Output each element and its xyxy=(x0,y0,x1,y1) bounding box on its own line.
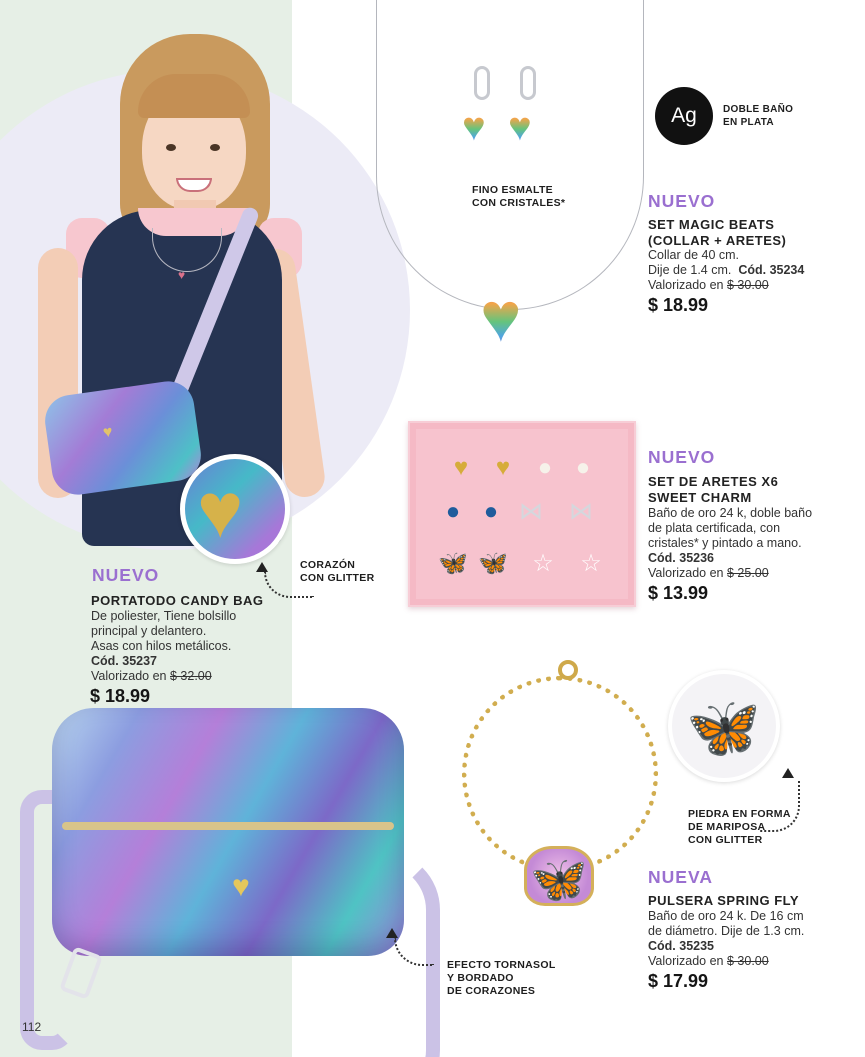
enamel-callout: FINO ESMALTE CON CRISTALES* xyxy=(472,184,566,209)
magic-beats-code: Cód. 35234 xyxy=(738,263,805,277)
sweet-charm-code: Cód. 35236 xyxy=(648,551,715,565)
star-stud-icon: ☆ xyxy=(580,550,602,577)
bag-body-iridescent xyxy=(52,708,404,956)
spring-fly-old-price: $ 30.00 xyxy=(727,954,769,968)
girl-eye-right xyxy=(210,144,220,151)
necklace-chain xyxy=(376,0,644,310)
arrow-head-icon xyxy=(782,768,794,778)
girl-eye-left xyxy=(166,144,176,151)
blue-crystal-stud-icon: ● xyxy=(445,498,461,525)
candy-bag-new-badge: NUEVO xyxy=(92,565,160,585)
bracelet-clasp xyxy=(558,660,578,680)
gold-butterfly-stud-icon: 🦋 xyxy=(478,550,508,577)
candy-bag-old-price: $ 32.00 xyxy=(170,669,212,683)
gold-heart-stud-icon: ♥ xyxy=(495,454,511,481)
worn-candy-bag xyxy=(42,378,204,498)
sweet-charm-old-price: $ 25.00 xyxy=(727,566,769,580)
earring-hoop xyxy=(520,66,536,100)
girl-bangs xyxy=(138,74,250,118)
silver-bow-stud-icon: ⋈ xyxy=(569,498,593,525)
silver-bow-stud-icon: ⋈ xyxy=(519,498,543,525)
spring-fly-title: PULSERA SPRING FLY xyxy=(648,893,800,908)
candy-bag-code: Cód. 35237 xyxy=(91,654,158,668)
candy-bag-price: $ 18.99 xyxy=(90,686,151,706)
butterfly-charm-icon: 🦋 xyxy=(524,846,594,906)
heart-earring-left xyxy=(462,66,504,152)
candy-bag-description: De poliester, Tiene bolsillo principal y delantero. Asas con hilos metálicos. Cód. 35237 Valorizado en $ 32.00 xyxy=(91,609,237,683)
magic-beats-description: Collar de 40 cm. Dije de 1.4 cm. Cód. 35234 Valorizado en $ 30.00 xyxy=(648,248,805,292)
sweet-charm-description: Baño de oro 24 k, doble baño de plata certificada, con cristales* y pintado a mano. Cód. 35236 Valorizado en $ 25.00 xyxy=(648,506,813,580)
star-stud-icon: ☆ xyxy=(532,550,554,577)
butterfly-icon: 🦋 xyxy=(686,694,761,761)
arrow-head-icon xyxy=(386,928,398,938)
sweet-charm-price: $ 13.99 xyxy=(648,583,709,603)
spring-fly-price: $ 17.99 xyxy=(648,971,709,991)
heart-earring-right xyxy=(508,66,550,152)
candy-bag-title: PORTATODO CANDY BAG xyxy=(91,593,264,608)
sweet-charm-title: SET DE ARETES X6 SWEET CHARM xyxy=(648,474,779,505)
iridescent-callout: EFECTO TORNASOL Y BORDADO DE CORAZONES xyxy=(447,959,556,997)
magic-beats-title: SET MAGIC BEATS (COLLAR + ARETES) xyxy=(648,217,787,248)
girl-model-photo xyxy=(20,28,330,548)
rainbow-heart-pendant-icon: ♥ xyxy=(480,282,548,354)
silver-ag-badge: Ag xyxy=(655,87,713,145)
bag-heart-icon: ♥ xyxy=(101,423,114,442)
butterfly-stone-detail-image xyxy=(668,670,780,782)
sweet-charm-earring-box xyxy=(408,421,636,607)
arrow-head-icon xyxy=(256,562,268,572)
glitter-heart-icon: ♥ xyxy=(197,466,244,554)
magic-beats-new-badge: NUEVO xyxy=(648,191,716,211)
blue-crystal-stud-icon: ● xyxy=(483,498,499,525)
bag-embroidered-heart-icon: ♥ xyxy=(232,870,250,903)
pearl-stud-icon: ● xyxy=(537,454,553,481)
rainbow-heart-icon: ♥ xyxy=(508,105,532,149)
magic-beats-old-price: $ 30.00 xyxy=(727,278,769,292)
gold-butterfly-stud-icon: 🦋 xyxy=(438,550,468,577)
earring-hoop xyxy=(474,66,490,100)
gold-chain-bracelet xyxy=(462,676,658,872)
rainbow-heart-icon: ♥ xyxy=(462,105,486,149)
sweet-charm-new-badge: NUEVO xyxy=(648,447,716,467)
bag-zipper xyxy=(62,822,394,830)
spring-fly-code: Cód. 35235 xyxy=(648,939,715,953)
gold-heart-stud-icon: ♥ xyxy=(453,454,469,481)
butterfly-stone-callout: PIEDRA EN FORMA DE MARIPOSA CON GLITTER xyxy=(688,808,791,846)
spring-fly-new-badge: NUEVA xyxy=(648,867,713,887)
silver-callout: DOBLE BAÑO EN PLATA xyxy=(723,104,794,128)
page-number: 112 xyxy=(22,1020,42,1034)
glitter-heart-callout: CORAZÓN CON GLITTER xyxy=(300,559,375,584)
magic-beats-price: $ 18.99 xyxy=(648,295,709,315)
girl-necklace-heart-icon: ♥ xyxy=(178,268,186,282)
glitter-heart-detail-image xyxy=(180,454,290,564)
spring-fly-description: Baño de oro 24 k. De 16 cm de diámetro. Dije de 1.3 cm. Cód. 35235 Valorizado en $ 30.00 xyxy=(648,909,805,968)
pearl-stud-icon: ● xyxy=(575,454,591,481)
candy-bag-product-image xyxy=(0,700,440,1057)
